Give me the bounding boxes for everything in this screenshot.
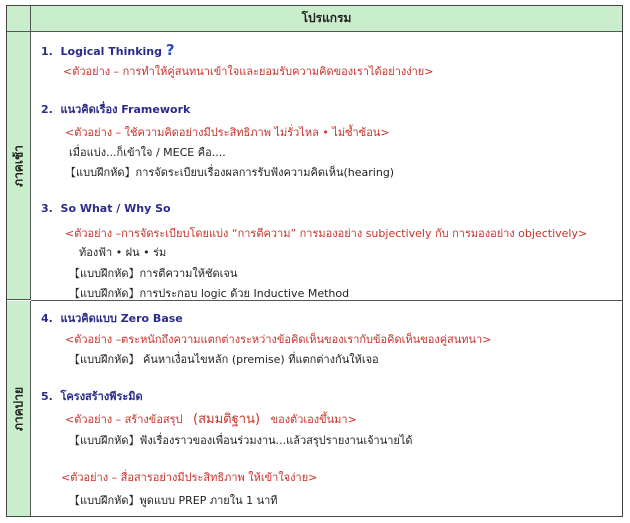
item-3-line-1: ท้องฟ้า • ฝน • ร่ม xyxy=(79,246,167,259)
item-5-exercise: 【แบบฝึกหัด】ฟังเรื่องราวของเพื่อนร่วมงาน...แล้วสรุปรายงานเจ้านายได้ xyxy=(69,434,413,447)
item-4-number: 4. xyxy=(41,312,53,325)
item-4-title: แนวคิดแบบ Zero Base xyxy=(60,312,183,325)
item-1-title: Logical Thinking xyxy=(60,45,162,58)
item-3-exercise-1: 【แบบฝึกหัด】การตีความให้ชัดเจน xyxy=(69,267,238,280)
item-5-example-part-3: ของตัวเองขึ้นมา> xyxy=(270,413,357,426)
afternoon-section-label-cell xyxy=(7,301,31,516)
item-3-example: <ตัวอย่าง –การจัดระเบียบโดยแบ่ง “การตีความ” การมองอย่าง subjectively กับ การมองอย่าง objectively> xyxy=(65,227,588,240)
item-1-heading xyxy=(41,41,175,59)
item-2-heading xyxy=(41,100,190,118)
item-1-number: 1. xyxy=(41,45,53,58)
item-2-number: 2. xyxy=(41,103,53,116)
item-3-number: 3. xyxy=(41,202,53,215)
question-mark: ? xyxy=(165,41,175,59)
item-5-example-part-1: <ตัวอย่าง – สร้างข้อสรุป xyxy=(65,413,183,426)
item-2-title: แนวคิดเรื่อง Framework xyxy=(60,103,191,116)
item-2-exercise: 【แบบฝึกหัด】การจัดระเบียบเรื่องผลการรับฟังความคิดเห็น(hearing) xyxy=(65,166,395,179)
item-5-title: โครงสร้างพีระมิด xyxy=(60,390,143,403)
morning-section-label: ภาคเช้า xyxy=(11,144,25,187)
item-3-heading xyxy=(41,202,171,215)
item-5-exercise-2: 【แบบฝึกหัด】พูดแบบ PREP ภายใน 1 นาที xyxy=(69,494,278,507)
header-corner-cell xyxy=(7,6,31,31)
item-4-heading xyxy=(41,309,183,327)
item-3-exercise-2: 【แบบฝึกหัด】การประกอบ logic ด้วย Inductive Method xyxy=(69,287,350,300)
item-2-example: <ตัวอย่าง – ใช้ความคิดอย่างมีประสิทธิภาพ ไม่รั่วไหล • ไม่ซ้ำซ้อน> xyxy=(65,126,390,139)
item-4-exercise: 【แบบฝึกหัด】 ค้นหาเงื่อนไขหลัก (premise) ที่แตกต่างกันให้เจอ xyxy=(69,353,379,366)
item-5-heading xyxy=(41,387,143,405)
item-1-example: <ตัวอย่าง – การทำให้คู่สนทนาเข้าใจและยอมรับความคิดของเราได้อย่างง่าย> xyxy=(63,65,434,78)
item-5-example xyxy=(65,408,357,429)
item-5-example-part-2: (สมมติฐาน) xyxy=(193,412,261,427)
table-header xyxy=(7,6,622,32)
item-5-example-2: <ตัวอย่าง – สื่อสารอย่างมีประสิทธิภาพ ให้เข้าใจง่าย> xyxy=(61,471,318,484)
morning-section-label-cell xyxy=(7,32,31,300)
afternoon-section-label: ภาคบ่าย xyxy=(11,386,25,431)
item-5-number: 5. xyxy=(41,390,53,403)
header-title: โปรแกรม xyxy=(301,11,352,25)
item-2-line-1: เมื่อแบ่ง...ก็เข้าใจ / MECE คือ.... xyxy=(69,146,226,159)
item-3-title: So What / Why So xyxy=(60,202,171,215)
item-4-example: <ตัวอย่าง –ตระหนักถึงความแตกต่างระหว่างข้อคิดเห็นของเรากับข้อคิดเห็นของคู่สนทนา> xyxy=(65,333,492,346)
program-table xyxy=(6,5,623,517)
